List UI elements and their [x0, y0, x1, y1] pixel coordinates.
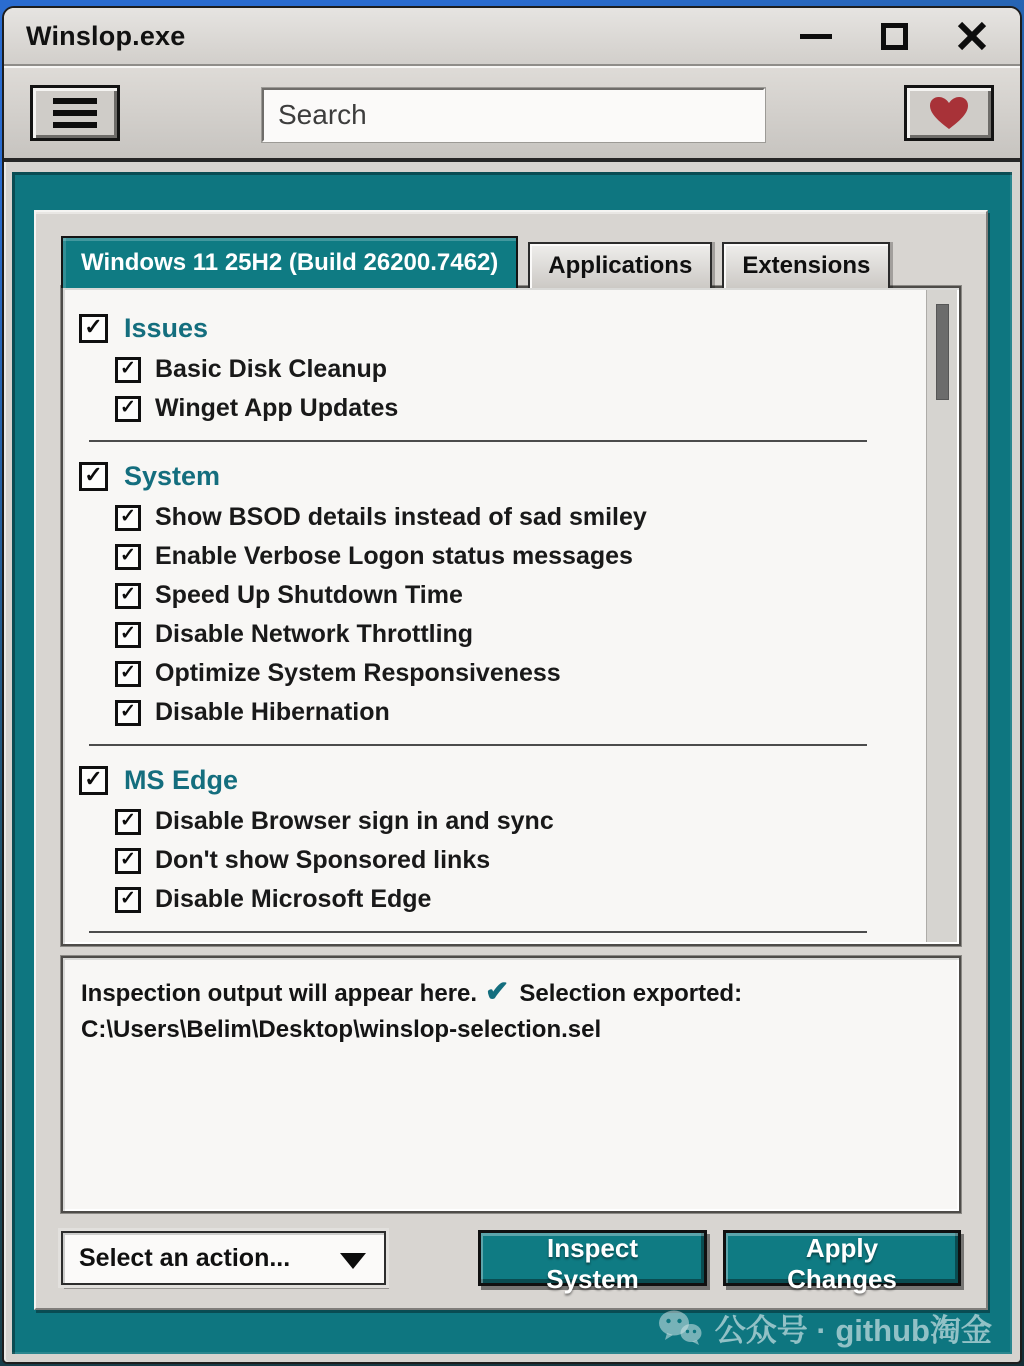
search-input[interactable] [264, 90, 763, 140]
close-icon [955, 19, 989, 53]
section-header-row [79, 454, 923, 498]
tweak-label: Enable Verbose Logon status messages [155, 542, 633, 570]
action-select[interactable] [61, 1231, 386, 1285]
tab-applications[interactable]: Applications [528, 242, 712, 288]
tweak-row [79, 615, 923, 654]
checkbox[interactable] [115, 357, 141, 383]
tweak-listbox [61, 286, 961, 946]
tab-bar [61, 236, 961, 288]
search-box [262, 88, 765, 142]
chevron-down-icon [340, 1253, 366, 1269]
checkbox[interactable] [79, 462, 108, 491]
tweak-row [79, 576, 923, 615]
toolbar [4, 66, 1020, 162]
client-area [12, 172, 1012, 1354]
minimize-button[interactable] [794, 14, 838, 58]
tweak-label: Disable Hibernation [155, 698, 390, 726]
action-select-label: Select an action... [79, 1243, 291, 1272]
tweak-row [79, 537, 923, 576]
check-icon [477, 976, 519, 1008]
checkbox[interactable] [115, 887, 141, 913]
tweak-row [79, 841, 923, 880]
checkbox[interactable] [115, 583, 141, 609]
tweak-row [79, 389, 923, 428]
checkbox[interactable] [115, 700, 141, 726]
tweak-label: Disable Browser sign in and sync [155, 807, 554, 835]
tweak-list [65, 290, 923, 942]
tweak-row [79, 693, 923, 732]
tab-extensions[interactable]: Extensions [722, 242, 890, 288]
tweak-label: Don't show Sponsored links [155, 846, 491, 874]
output-box [61, 956, 961, 1213]
heart-icon [928, 95, 970, 131]
tweak-row [79, 880, 923, 919]
tweak-label: Disable Microsoft Edge [155, 885, 432, 913]
favorite-button[interactable] [904, 85, 994, 141]
minimize-icon [800, 34, 832, 39]
scrollbar-track[interactable] [926, 290, 957, 942]
maximize-icon [881, 23, 908, 50]
tweak-row [79, 802, 923, 841]
checkbox[interactable] [79, 766, 108, 795]
title-bar [4, 8, 1020, 66]
tweak-label: Winget App Updates [155, 394, 399, 422]
tweak-label: Speed Up Shutdown Time [155, 581, 463, 609]
close-button[interactable] [950, 14, 994, 58]
section-separator [89, 440, 867, 442]
checkbox[interactable] [115, 505, 141, 531]
apply-changes-button[interactable]: Apply Changes [723, 1230, 961, 1286]
section-label: System [124, 460, 221, 491]
section-header-row [79, 306, 923, 350]
tweak-label: Basic Disk Cleanup [155, 355, 388, 383]
maximize-button[interactable] [872, 14, 916, 58]
tweak-row [79, 654, 923, 693]
checkbox[interactable] [115, 544, 141, 570]
section-label: MS Edge [124, 764, 239, 795]
tweak-row [79, 498, 923, 537]
tweak-label: Optimize System Responsiveness [155, 659, 561, 687]
watermark-text: 公众号 · github淘金 [714, 1313, 992, 1348]
tweak-label: Disable Network Throttling [155, 620, 474, 648]
checkbox[interactable] [115, 396, 141, 422]
tab-windows[interactable]: Windows 11 25H2 (Build 26200.7462) [61, 236, 518, 288]
main-panel [34, 210, 988, 1310]
window-controls [794, 14, 994, 58]
section-separator [89, 744, 867, 746]
section-label: Issues [124, 312, 209, 343]
footer-controls [61, 1230, 961, 1294]
checkbox[interactable] [115, 661, 141, 687]
output-text: Inspection output will appear here. ✔ Selection exported: C:\Users\Belim\Desktop\winslop-selection.sel [81, 972, 941, 1046]
tweak-label: Show BSOD details instead of sad smiley [155, 503, 647, 531]
checkbox[interactable] [115, 622, 141, 648]
inspect-system-button[interactable]: Inspect System [478, 1230, 707, 1286]
tweak-row [79, 350, 923, 389]
section-separator [89, 931, 867, 933]
checkbox[interactable] [115, 848, 141, 874]
section-header-row [79, 758, 923, 802]
checkbox[interactable] [115, 809, 141, 835]
menu-button[interactable] [30, 85, 120, 141]
checkbox[interactable] [79, 314, 108, 343]
window-title: Winslop.exe [26, 20, 186, 51]
scrollbar-thumb[interactable] [936, 304, 949, 400]
hamburger-icon [53, 98, 97, 128]
app-window [2, 6, 1022, 1364]
